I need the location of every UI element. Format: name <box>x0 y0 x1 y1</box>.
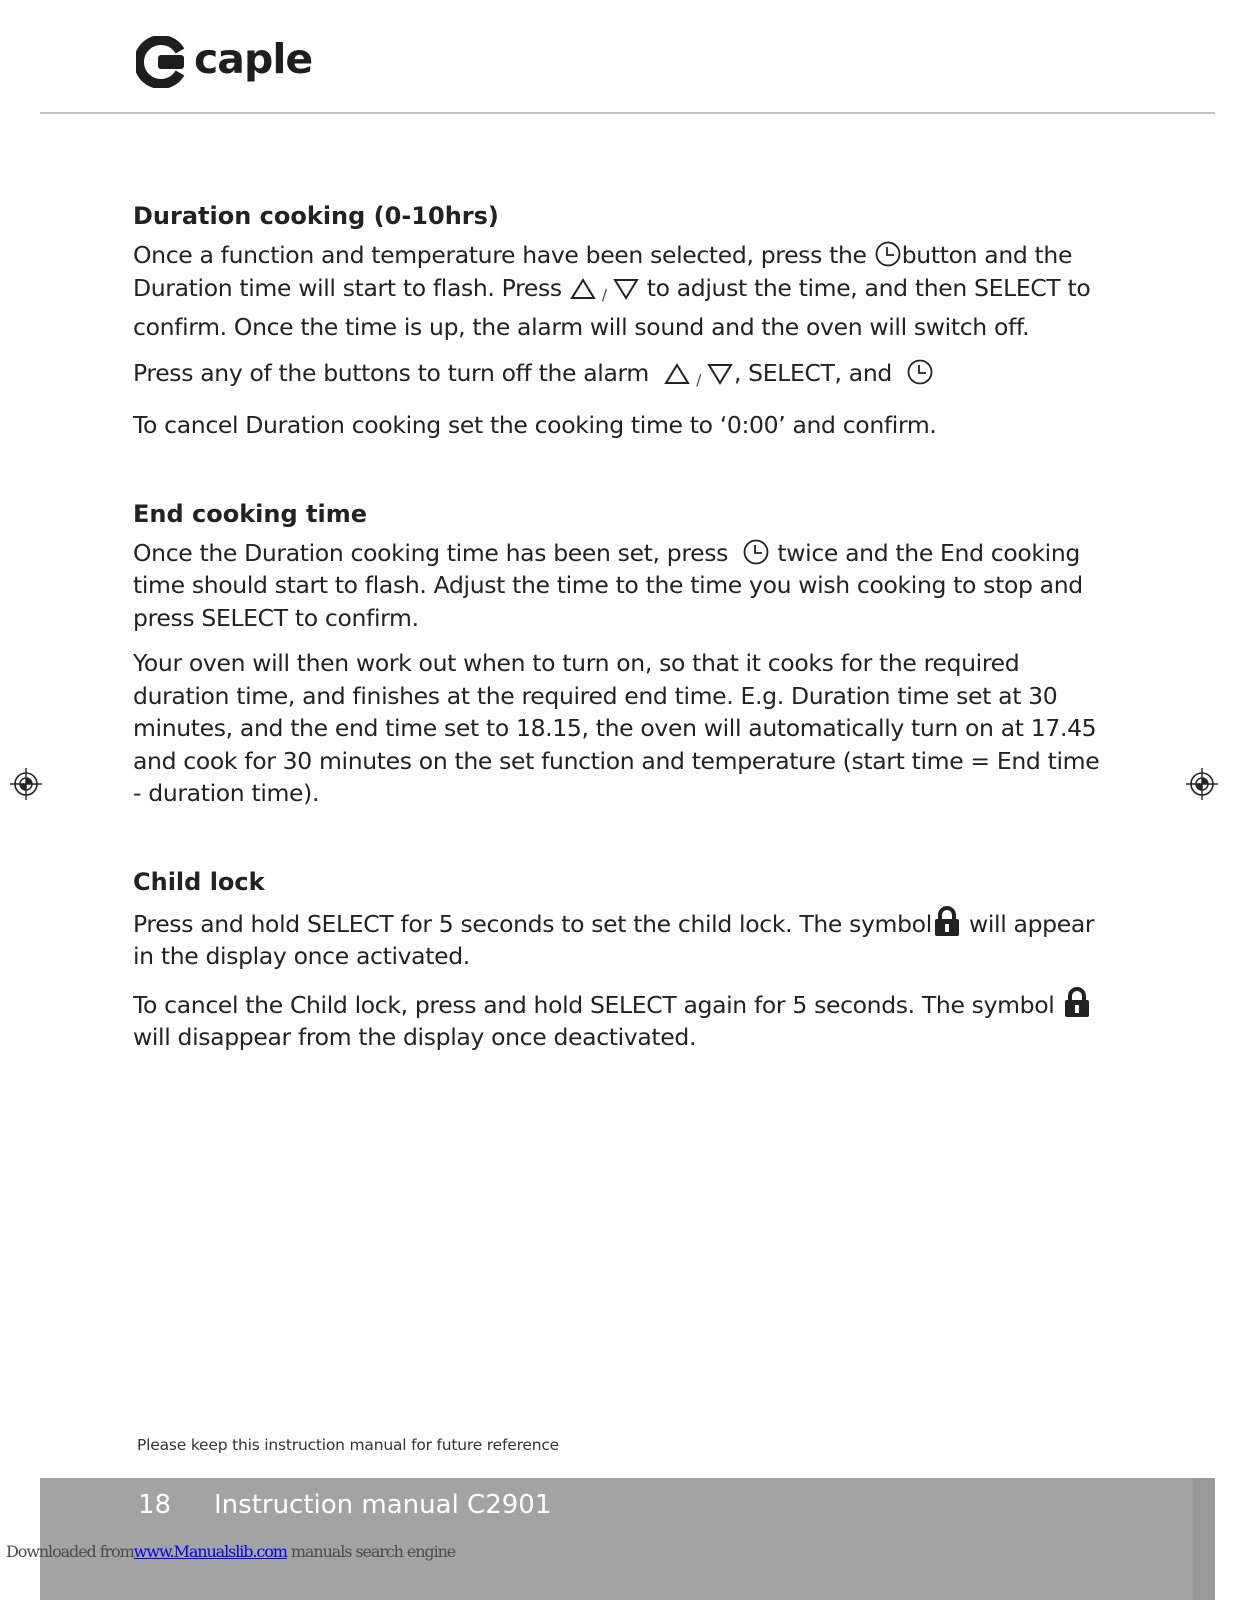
section-title: Duration cooking (0-10hrs) <box>133 202 499 230</box>
download-notice: Downloaded fromwww.Manualslib.com manuals search engine <box>6 1542 456 1561</box>
brand-name: caple <box>194 34 313 83</box>
paragraph: Press and hold SELECT for 5 seconds to set the child lock. The symbol will appear in the display once activated. <box>133 905 1108 973</box>
up-arrow-icon <box>663 362 691 386</box>
brand-logo <box>136 36 312 88</box>
down-arrow-icon <box>612 277 640 301</box>
section-title: Child lock <box>133 867 265 896</box>
down-arrow-icon <box>706 362 734 386</box>
registration-mark-icon <box>9 767 43 801</box>
paragraph: To cancel the Child lock, press and hold SELECT again for 5 seconds. The symbol will disappear from the display once deactivated. <box>133 986 1108 1054</box>
paragraph: Once the Duration cooking time has been set, press twice and the End cooking time should start to flash. Adjust the time to the time you wish cooking to stop and press SELECT to confirm. <box>133 538 1083 632</box>
paragraph: Press any of the buttons to turn off the alarm / , SELECT, and <box>133 357 1108 397</box>
section-child-lock <box>133 866 1108 1054</box>
paragraph: Your oven will then work out when to turn on, so that it cooks for the required duration time, and finishes at the required end time. E.g. Duration time set at 30 minutes, and the end time set to 18.15, the oven will automatically turn on at 17.45 and cook for 30 minutes on the set function and temperature (start time = End time - duration time). <box>133 649 1100 807</box>
up-arrow-icon <box>569 277 597 301</box>
caple-logo-mark-icon <box>136 36 188 88</box>
lock-icon <box>1062 986 1092 1018</box>
paragraph: To cancel Duration cooking set the cooking time to ‘0:00’ and confirm. <box>133 411 937 439</box>
separator: / <box>696 370 701 389</box>
header-divider <box>40 112 1215 114</box>
clock-icon <box>906 358 934 386</box>
paragraph: Once a function and temperature have been selected, press the button and the Duration time will start to flash. Press / to adjust the time, and then SELECT to confirm. Once the time is up, the alarm will sound and the oven will switch off. <box>133 241 1091 341</box>
lock-icon <box>932 905 962 937</box>
footer-note: Please keep this instruction manual for future reference <box>137 1436 560 1454</box>
page-number: 18 <box>138 1490 172 1520</box>
manualslib-link[interactable]: www.Manualslib.com <box>133 1542 287 1561</box>
section-end-cooking-time <box>133 498 1108 810</box>
main-content <box>133 200 1108 1110</box>
clock-icon <box>874 240 902 268</box>
footer-bar <box>40 1478 1215 1600</box>
registration-mark-icon <box>1185 767 1219 801</box>
section-duration-cooking <box>133 200 1108 442</box>
separator: / <box>601 285 607 304</box>
section-title: End cooking time <box>133 499 368 528</box>
manual-title: Instruction manual C2901 <box>214 1490 552 1520</box>
clock-icon <box>742 538 770 566</box>
footer-stripe <box>1193 1478 1215 1600</box>
